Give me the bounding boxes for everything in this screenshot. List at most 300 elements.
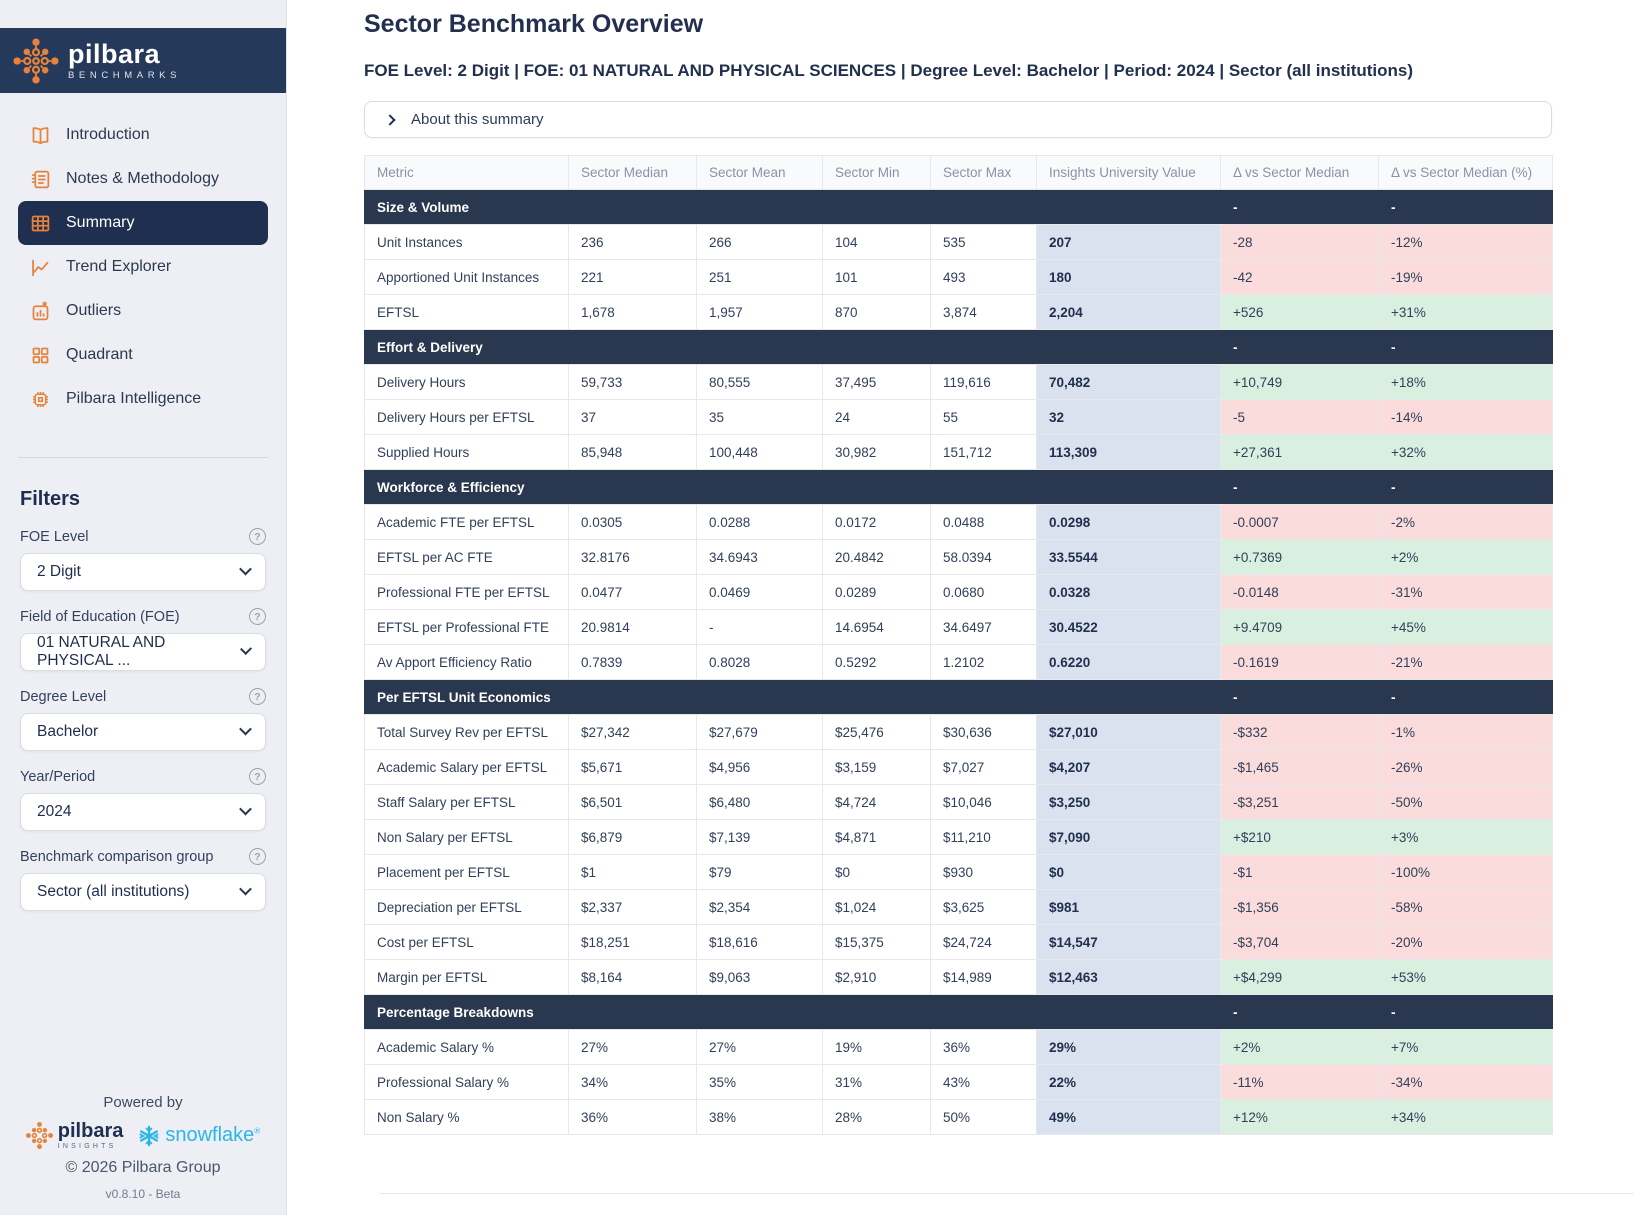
- stat-cell: $30,636: [931, 715, 1037, 750]
- table-row: [365, 295, 1553, 330]
- snowflake-icon: [137, 1124, 161, 1148]
- stat-cell: $4,871: [823, 820, 931, 855]
- section-row: [365, 470, 1553, 505]
- stat-cell: $1,024: [823, 890, 931, 925]
- insights-value-cell: 30.4522: [1037, 610, 1221, 645]
- table-row: [365, 855, 1553, 890]
- filters-title: Filters: [20, 488, 81, 510]
- pilbara-insights-sub: INSIGHTS: [57, 1143, 117, 1150]
- stat-cell: 0.0488: [931, 505, 1037, 540]
- delta-cell: -$1,356: [1221, 890, 1379, 925]
- book-icon: [30, 125, 51, 146]
- metric-cell: EFTSL per AC FTE: [365, 540, 569, 575]
- metric-cell: Staff Salary per EFTSL: [365, 785, 569, 820]
- table-row: [365, 820, 1553, 855]
- table-row: [365, 225, 1553, 260]
- stat-cell: 27%: [697, 1030, 823, 1065]
- stat-cell: $3,625: [931, 890, 1037, 925]
- column-header: Δ vs Sector Median (%): [1379, 156, 1553, 190]
- chip-icon: [30, 389, 51, 410]
- delta-pct-cell: +53%: [1379, 960, 1553, 995]
- delta-pct-cell: -12%: [1379, 225, 1553, 260]
- section-row: [365, 995, 1553, 1030]
- chevron-right-icon: [384, 114, 395, 125]
- stat-cell: 59,733: [569, 365, 697, 400]
- column-header: Sector Mean: [697, 156, 823, 190]
- stat-cell: $24,724: [931, 925, 1037, 960]
- sidebar-item-quadrant[interactable]: [18, 333, 268, 377]
- table-row: [365, 505, 1553, 540]
- delta-cell: -$1: [1221, 855, 1379, 890]
- section-dash-cell: -: [1379, 470, 1553, 505]
- stat-cell: 36%: [569, 1100, 697, 1135]
- help-icon[interactable]: ?: [249, 608, 266, 625]
- stat-cell: 0.0288: [697, 505, 823, 540]
- sidebar-footer: [0, 1094, 286, 1215]
- table-row: [365, 1065, 1553, 1100]
- insights-value-cell: 113,309: [1037, 435, 1221, 470]
- stat-cell: $25,476: [823, 715, 931, 750]
- context-subtitle: FOE Level: 2 Digit | FOE: 01 NATURAL AND PHYSICAL SCIENCES | Degree Level: Bachelor | Period: 2024 | Sector (all institutions): [364, 61, 1414, 80]
- table-row: [365, 365, 1553, 400]
- stat-cell: 20.9814: [569, 610, 697, 645]
- stat-cell: $1: [569, 855, 697, 890]
- delta-pct-cell: +7%: [1379, 1030, 1553, 1065]
- filter-group-degree-level: [20, 688, 266, 751]
- filter-group-foe-level: [20, 528, 266, 591]
- stat-cell: 0.0289: [823, 575, 931, 610]
- select-value: 2 Digit: [37, 563, 81, 580]
- year-period-select[interactable]: [20, 793, 266, 831]
- stat-cell: 85,948: [569, 435, 697, 470]
- chevron-down-icon: [239, 803, 252, 816]
- metric-cell: Professional FTE per EFTSL: [365, 575, 569, 610]
- main-content: [287, 0, 1634, 1215]
- stat-cell: 266: [697, 225, 823, 260]
- stat-cell: 101: [823, 260, 931, 295]
- stat-cell: 0.7839: [569, 645, 697, 680]
- trend-icon: [30, 257, 51, 278]
- stat-cell: 0.0477: [569, 575, 697, 610]
- insights-value-cell: 33.5544: [1037, 540, 1221, 575]
- page-title: Sector Benchmark Overview: [364, 10, 704, 38]
- delta-cell: -0.0148: [1221, 575, 1379, 610]
- notes-icon: [30, 169, 51, 190]
- logo-title: pilbara: [68, 38, 161, 69]
- select-value: Bachelor: [37, 723, 99, 740]
- section-name: Size & Volume: [365, 190, 1221, 225]
- insights-value-cell: 70,482: [1037, 365, 1221, 400]
- select-value: Sector (all institutions): [37, 883, 190, 900]
- stat-cell: 30,982: [823, 435, 931, 470]
- stat-cell: $930: [931, 855, 1037, 890]
- sidebar: [0, 0, 287, 1215]
- metric-cell: Cost per EFTSL: [365, 925, 569, 960]
- stat-cell: $2,337: [569, 890, 697, 925]
- metric-cell: Placement per EFTSL: [365, 855, 569, 890]
- stat-cell: $6,879: [569, 820, 697, 855]
- delta-pct-cell: +32%: [1379, 435, 1553, 470]
- stat-cell: $15,375: [823, 925, 931, 960]
- metric-cell: Depreciation per EFTSL: [365, 890, 569, 925]
- delta-cell: -$3,704: [1221, 925, 1379, 960]
- chevron-down-icon: [239, 563, 252, 576]
- stat-cell: $11,210: [931, 820, 1037, 855]
- insights-value-cell: 0.6220: [1037, 645, 1221, 680]
- column-header: Δ vs Sector Median: [1221, 156, 1379, 190]
- copyright: © 2026 Pilbara Group: [65, 1159, 221, 1176]
- pilbara-insights-icon: [26, 1122, 53, 1149]
- stat-cell: $8,164: [569, 960, 697, 995]
- delta-pct-cell: -34%: [1379, 1065, 1553, 1100]
- sidebar-item-label: Pilbara Intelligence: [66, 390, 202, 407]
- stat-cell: 28%: [823, 1100, 931, 1135]
- stat-cell: 34.6943: [697, 540, 823, 575]
- sidebar-item-trend-explorer[interactable]: [18, 245, 268, 289]
- stat-cell: 1.2102: [931, 645, 1037, 680]
- delta-cell: +0.7369: [1221, 540, 1379, 575]
- chevron-down-icon: [239, 723, 252, 736]
- insights-value-cell: 22%: [1037, 1065, 1221, 1100]
- metric-cell: Av Apport Efficiency Ratio: [365, 645, 569, 680]
- insights-value-cell: 49%: [1037, 1100, 1221, 1135]
- metric-cell: Unit Instances: [365, 225, 569, 260]
- delta-cell: +12%: [1221, 1100, 1379, 1135]
- insights-value-cell: 180: [1037, 260, 1221, 295]
- degree-level-select[interactable]: [20, 713, 266, 751]
- stat-cell: $14,989: [931, 960, 1037, 995]
- delta-cell: -0.1619: [1221, 645, 1379, 680]
- filter-label: Degree Level: [20, 688, 107, 705]
- insights-value-cell: $4,207: [1037, 750, 1221, 785]
- benchmark-table: [364, 155, 1553, 1135]
- metric-cell: Academic Salary per EFTSL: [365, 750, 569, 785]
- stat-cell: 119,616: [931, 365, 1037, 400]
- sidebar-item-label: Introduction: [66, 126, 150, 143]
- delta-cell: -$3,251: [1221, 785, 1379, 820]
- sidebar-item-outliers[interactable]: [18, 289, 268, 333]
- delta-cell: +10,749: [1221, 365, 1379, 400]
- stat-cell: -: [697, 610, 823, 645]
- stat-cell: 38%: [697, 1100, 823, 1135]
- snowflake-logo: snowflake®: [137, 1124, 260, 1148]
- stat-cell: 493: [931, 260, 1037, 295]
- sidebar-item-notes-methodology[interactable]: [18, 157, 268, 201]
- section-row: [365, 330, 1553, 365]
- delta-cell: +$4,299: [1221, 960, 1379, 995]
- delta-pct-cell: -19%: [1379, 260, 1553, 295]
- stat-cell: 35: [697, 400, 823, 435]
- delta-cell: -11%: [1221, 1065, 1379, 1100]
- stat-cell: 31%: [823, 1065, 931, 1100]
- metric-cell: Academic FTE per EFTSL: [365, 505, 569, 540]
- metric-cell: Professional Salary %: [365, 1065, 569, 1100]
- stat-cell: 14.6954: [823, 610, 931, 645]
- filter-label: Benchmark comparison group: [20, 848, 214, 865]
- stat-cell: 1,957: [697, 295, 823, 330]
- stat-cell: 35%: [697, 1065, 823, 1100]
- stat-cell: $2,910: [823, 960, 931, 995]
- stat-cell: $3,159: [823, 750, 931, 785]
- delta-cell: -5: [1221, 400, 1379, 435]
- pilbara-benchmarks-logo: [0, 28, 286, 93]
- logo-subtitle: BENCHMARKS: [68, 69, 182, 81]
- stat-cell: 0.5292: [823, 645, 931, 680]
- stat-cell: 37: [569, 400, 697, 435]
- delta-pct-cell: -31%: [1379, 575, 1553, 610]
- insights-value-cell: 0.0298: [1037, 505, 1221, 540]
- snowflake-text: snowflake: [165, 1124, 255, 1146]
- stat-cell: 0.8028: [697, 645, 823, 680]
- stat-cell: 80,555: [697, 365, 823, 400]
- select-value: 01 NATURAL AND PHYSICAL ...: [37, 634, 166, 669]
- table-row: [365, 785, 1553, 820]
- section-dash-cell: -: [1221, 995, 1379, 1030]
- section-name: Workforce & Efficiency: [365, 470, 1221, 505]
- column-header: Sector Min: [823, 156, 931, 190]
- delta-cell: +$210: [1221, 820, 1379, 855]
- select-value: 2024: [37, 803, 72, 820]
- filter-group-field-of-education-foe: [20, 608, 266, 671]
- stat-cell: 151,712: [931, 435, 1037, 470]
- delta-pct-cell: +45%: [1379, 610, 1553, 645]
- metric-cell: Delivery Hours per EFTSL: [365, 400, 569, 435]
- delta-pct-cell: -1%: [1379, 715, 1553, 750]
- table-row: [365, 925, 1553, 960]
- section-dash-cell: -: [1379, 680, 1553, 715]
- filter-label: FOE Level: [20, 528, 89, 545]
- table-row: [365, 960, 1553, 995]
- table-row: [365, 435, 1553, 470]
- stat-cell: 20.4842: [823, 540, 931, 575]
- help-icon[interactable]: ?: [249, 768, 266, 785]
- delta-pct-cell: -58%: [1379, 890, 1553, 925]
- sidebar-nav: [0, 113, 286, 421]
- insights-value-cell: $12,463: [1037, 960, 1221, 995]
- stat-cell: 535: [931, 225, 1037, 260]
- field-of-education-foe-select[interactable]: [20, 633, 266, 671]
- powered-by-label: Powered by: [103, 1094, 183, 1111]
- table-header-row: [365, 156, 1553, 190]
- metric-cell: Non Salary per EFTSL: [365, 820, 569, 855]
- stat-cell: 24: [823, 400, 931, 435]
- stat-cell: 27%: [569, 1030, 697, 1065]
- pilbara-insights-title: pilbara: [57, 1120, 124, 1142]
- help-icon[interactable]: ?: [249, 688, 266, 705]
- about-summary-label: About this summary: [411, 111, 544, 128]
- stat-cell: $0: [823, 855, 931, 890]
- stat-cell: 3,874: [931, 295, 1037, 330]
- insights-value-cell: $27,010: [1037, 715, 1221, 750]
- metric-cell: Supplied Hours: [365, 435, 569, 470]
- filter-group-benchmark-comparison-group: [20, 848, 266, 911]
- section-dash-cell: -: [1379, 190, 1553, 225]
- table-row: [365, 540, 1553, 575]
- stat-cell: $7,139: [697, 820, 823, 855]
- stat-cell: 100,448: [697, 435, 823, 470]
- delta-cell: +2%: [1221, 1030, 1379, 1065]
- metric-cell: EFTSL per Professional FTE: [365, 610, 569, 645]
- metric-cell: Delivery Hours: [365, 365, 569, 400]
- stat-cell: 55: [931, 400, 1037, 435]
- insights-value-cell: 29%: [1037, 1030, 1221, 1065]
- stat-cell: 36%: [931, 1030, 1037, 1065]
- stat-cell: $4,956: [697, 750, 823, 785]
- section-name: Percentage Breakdowns: [365, 995, 1221, 1030]
- stat-cell: 32.8176: [569, 540, 697, 575]
- filter-group-year-period: [20, 768, 266, 831]
- metric-cell: EFTSL: [365, 295, 569, 330]
- table-row: [365, 260, 1553, 295]
- pilbara-logo-icon: [13, 38, 59, 84]
- metric-cell: Non Salary %: [365, 1100, 569, 1135]
- insights-value-cell: $3,250: [1037, 785, 1221, 820]
- stat-cell: 34.6497: [931, 610, 1037, 645]
- stat-cell: $79: [697, 855, 823, 890]
- insights-value-cell: $14,547: [1037, 925, 1221, 960]
- column-header: Sector Max: [931, 156, 1037, 190]
- stat-cell: $27,342: [569, 715, 697, 750]
- stat-cell: 870: [823, 295, 931, 330]
- section-dash-cell: -: [1221, 680, 1379, 715]
- stat-cell: 0.0469: [697, 575, 823, 610]
- stat-cell: 104: [823, 225, 931, 260]
- table-row: [365, 610, 1553, 645]
- delta-cell: +9.4709: [1221, 610, 1379, 645]
- stat-cell: 37,495: [823, 365, 931, 400]
- outliers-icon: [30, 301, 51, 322]
- section-name: Effort & Delivery: [365, 330, 1221, 365]
- table-row: [365, 575, 1553, 610]
- stat-cell: 19%: [823, 1030, 931, 1065]
- table-row: [365, 1030, 1553, 1065]
- stat-cell: $6,480: [697, 785, 823, 820]
- column-header: Insights University Value: [1037, 156, 1221, 190]
- delta-pct-cell: -50%: [1379, 785, 1553, 820]
- metric-cell: Total Survey Rev per EFTSL: [365, 715, 569, 750]
- sidebar-item-introduction[interactable]: [18, 113, 268, 157]
- stat-cell: 50%: [931, 1100, 1037, 1135]
- insights-value-cell: $981: [1037, 890, 1221, 925]
- stat-cell: $6,501: [569, 785, 697, 820]
- pilbara-insights-logo: [26, 1121, 124, 1150]
- delta-cell: -$1,465: [1221, 750, 1379, 785]
- insights-value-cell: $0: [1037, 855, 1221, 890]
- table-row: [365, 750, 1553, 785]
- sidebar-item-label: Summary: [66, 214, 135, 231]
- delta-cell: -0.0007: [1221, 505, 1379, 540]
- delta-pct-cell: -26%: [1379, 750, 1553, 785]
- stat-cell: $27,679: [697, 715, 823, 750]
- stat-cell: $5,671: [569, 750, 697, 785]
- delta-pct-cell: +2%: [1379, 540, 1553, 575]
- delta-pct-cell: +18%: [1379, 365, 1553, 400]
- delta-pct-cell: -14%: [1379, 400, 1553, 435]
- delta-pct-cell: +31%: [1379, 295, 1553, 330]
- delta-cell: +27,361: [1221, 435, 1379, 470]
- benchmark-comparison-group-select[interactable]: [20, 873, 266, 911]
- quadrant-icon: [30, 345, 51, 366]
- column-header: Metric: [365, 156, 569, 190]
- insights-value-cell: $7,090: [1037, 820, 1221, 855]
- bottom-divider: [380, 1193, 1634, 1194]
- delta-cell: -42: [1221, 260, 1379, 295]
- stat-cell: 58.0394: [931, 540, 1037, 575]
- help-icon[interactable]: ?: [249, 848, 266, 865]
- foe-level-select[interactable]: [20, 553, 266, 591]
- metric-cell: Academic Salary %: [365, 1030, 569, 1065]
- help-icon[interactable]: ?: [249, 528, 266, 545]
- section-dash-cell: -: [1379, 330, 1553, 365]
- stat-cell: $4,724: [823, 785, 931, 820]
- table-row: [365, 400, 1553, 435]
- section-row: [365, 680, 1553, 715]
- column-header: Sector Median: [569, 156, 697, 190]
- section-dash-cell: -: [1221, 470, 1379, 505]
- filters-panel: [0, 458, 286, 911]
- stat-cell: 221: [569, 260, 697, 295]
- about-summary-expander[interactable]: [364, 101, 1552, 138]
- delta-pct-cell: -2%: [1379, 505, 1553, 540]
- chevron-down-icon: [239, 883, 252, 896]
- delta-pct-cell: +34%: [1379, 1100, 1553, 1135]
- stat-cell: 236: [569, 225, 697, 260]
- stat-cell: $9,063: [697, 960, 823, 995]
- section-dash-cell: -: [1221, 190, 1379, 225]
- table-row: [365, 1100, 1553, 1135]
- stat-cell: 43%: [931, 1065, 1037, 1100]
- stat-cell: $18,616: [697, 925, 823, 960]
- stat-cell: 0.0680: [931, 575, 1037, 610]
- delta-cell: +526: [1221, 295, 1379, 330]
- sidebar-item-summary[interactable]: [18, 201, 268, 245]
- stat-cell: $7,027: [931, 750, 1037, 785]
- stat-cell: 251: [697, 260, 823, 295]
- sidebar-item-pilbara-intelligence[interactable]: [18, 377, 268, 421]
- stat-cell: $18,251: [569, 925, 697, 960]
- section-dash-cell: -: [1221, 330, 1379, 365]
- table-row: [365, 715, 1553, 750]
- filter-label: Field of Education (FOE): [20, 608, 180, 625]
- delta-pct-cell: -21%: [1379, 645, 1553, 680]
- table-icon: [30, 213, 51, 234]
- table-row: [365, 645, 1553, 680]
- delta-pct-cell: -20%: [1379, 925, 1553, 960]
- insights-value-cell: 2,204: [1037, 295, 1221, 330]
- stat-cell: 0.0305: [569, 505, 697, 540]
- version-label: v0.8.10 - Beta: [105, 1187, 181, 1201]
- filter-label: Year/Period: [20, 768, 96, 785]
- stat-cell: $10,046: [931, 785, 1037, 820]
- stat-cell: 0.0172: [823, 505, 931, 540]
- metric-cell: Apportioned Unit Instances: [365, 260, 569, 295]
- insights-value-cell: 32: [1037, 400, 1221, 435]
- table-row: [365, 890, 1553, 925]
- sidebar-item-label: Quadrant: [66, 346, 133, 363]
- section-name: Per EFTSL Unit Economics: [365, 680, 1221, 715]
- delta-pct-cell: +3%: [1379, 820, 1553, 855]
- insights-value-cell: 207: [1037, 225, 1221, 260]
- delta-cell: -28: [1221, 225, 1379, 260]
- sidebar-item-label: Trend Explorer: [66, 258, 172, 275]
- section-row: [365, 190, 1553, 225]
- stat-cell: 1,678: [569, 295, 697, 330]
- metric-cell: Margin per EFTSL: [365, 960, 569, 995]
- insights-value-cell: 0.0328: [1037, 575, 1221, 610]
- delta-cell: -$332: [1221, 715, 1379, 750]
- stat-cell: 34%: [569, 1065, 697, 1100]
- sidebar-item-label: Notes & Methodology: [66, 170, 219, 187]
